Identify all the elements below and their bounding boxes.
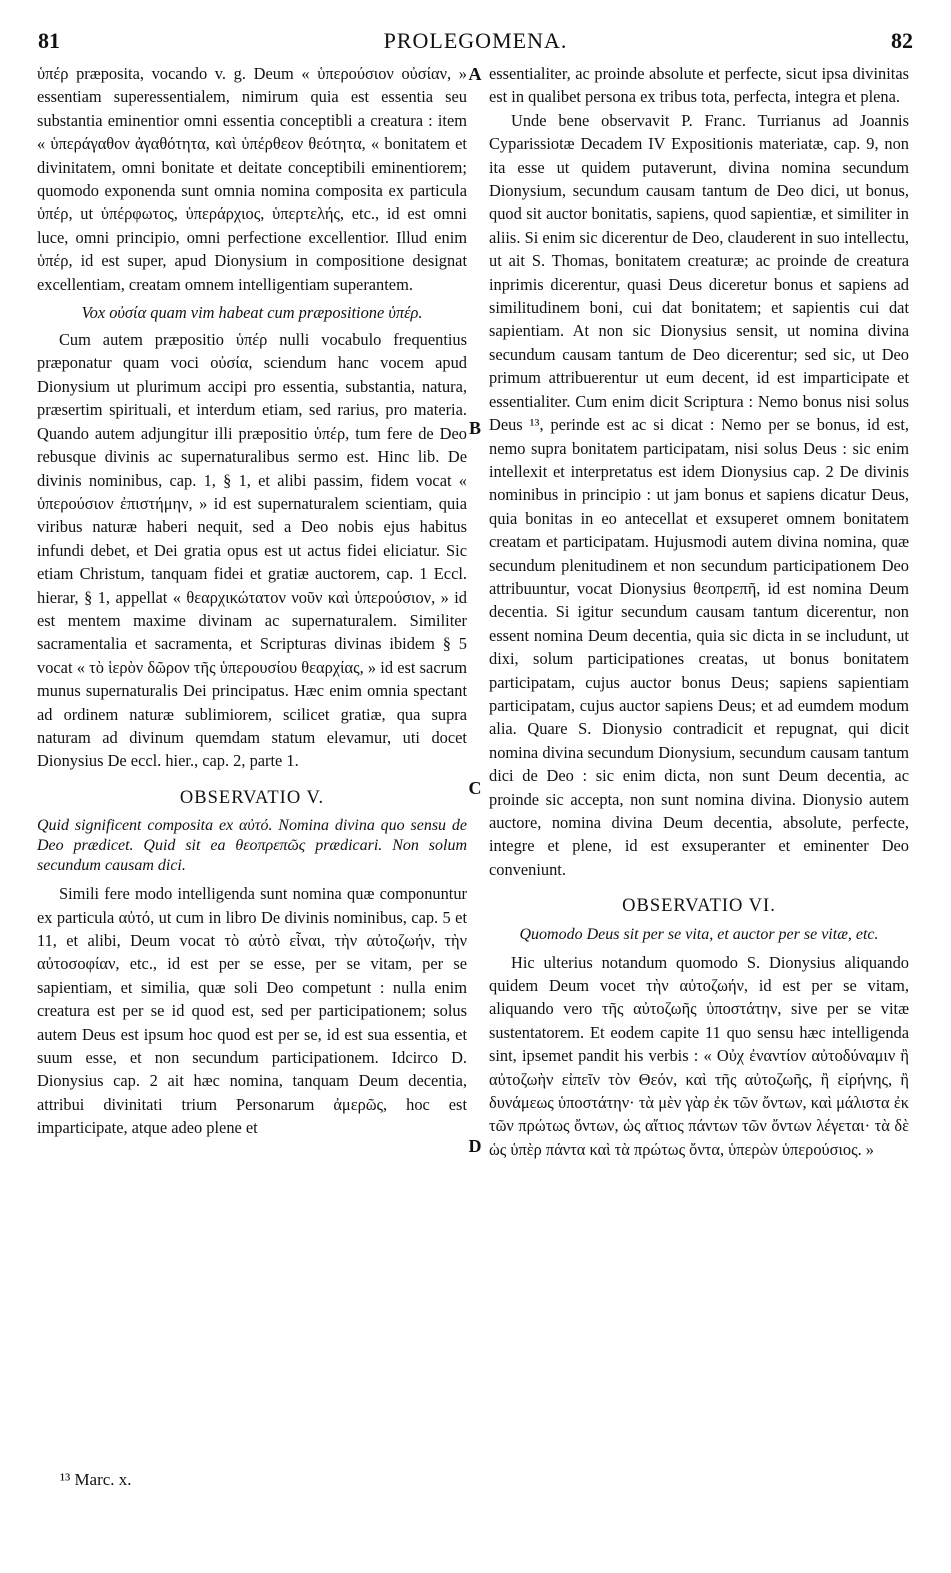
right-paragraph-2: Unde bene observavit P. Franc. Turrianus ad Joannis Cyparissiotæ Decadem IV Expositionis materiatæ, cap. 9, non ita esse ut quidem putaverunt, divina nomina secundum Dionysium, secundum causam tantum de Deo dici, ut bonus, quod sit auctor bonitatis, sapiens, quod sapientiæ, et similiter in aliis. Si enim sic dicerentur de Deo, clauderent in suo intellectu, ut ait S. Thomas, bonitatem creaturæ; ac proinde de creatura inprimis dicerentur, quasi Deus diceretur bonus et sapiens ad similitudinem boni, cui dat bonitatem; et sapientis cui dat sapientiam. At non sic Dionysius sensit, ut nomina divina secundum causam tantum de Deo dicerentur; sed sic, ut Deo primum attribuerentur ut eum decent, id est imparticipate et essentialiter. Cum enim dicit Scriptura : Nemo bonus nisi solus Deus ¹³, perinde est ac si dicat : Nemo per se bonus, id est, nemo supra bonitatem participatam, nisi solus Deus : sic enim intellexit et interpretatus est idem Dionysius cap. 2 De divinis nominibus in principio : ut jam bonus et sapiens dicatur Deus, quia bonitas in eo antecellat et exsuperet omnem bonitatem creatam et participatam. Hujusmodi autem divina nomina, quæ secundum plenitudinem et non secundum participationem Deo attribuuntur, vocat Dionysius θεοπρεπῆ, id est nomina Deum decentia. Si igitur secundum causam tantum dicerentur, non essent nomina Deum decentia, quia sic dicta in se includunt, ut dixi, solum participationes creatas, ut bonus bonitatem participatam, cujus auctor bonus Deus; sapiens sapientiam participatam, cujus auctor sapiens Deus; et ad eumdem modum alia. Quare S. Dionysio contradicit et repugnat, qui dicit nomina divina secundum Dionysium, secundum causam tantum dici de Deo : sic enim dicta, non sunt Deum decentia, ac proinde sic accepta, non sunt nomina divina. Dionysio autem auctore, nomina divina Deum decentia, absolute, perfecte, integre et plene, id est exsuperanter et eminenter Deo conveniunt. [489,110,909,879]
left-column [37,62,467,1140]
left-paragraph-1: ὑπέρ præposita, vocando v. g. Deum « ὑπερούσιον οὐσίαν, » essentiam superessentialem, nimirum quia est essentia seu substantia eminentior omni essentia conceptibli a creatura : item « ὑπεράγαθον ἀγαθότητα, καὶ ὑπέρθεον θεότητα, « bonitatem et divinitatem, omni bonitate et deitate conceptibili eminentiorem; quomodo exponenda sunt omnia nomina composita ex particula ὑπέρ, ut ὑπέρφωτος, ὑπεράρχιος, ὑπερτελής, etc., id est omni luce, omni principio, omni perfectione excellentior. Illud enim ὑπέρ, id est super, apud Dionysium in compositione designat excellentiam, creatam omnem intelligentiam superantem. [37,64,467,294]
footnote: ¹³ Marc. x. [60,1470,132,1489]
margin-letter-d: D [468,1136,482,1156]
left-subheading: Vox οὐσία quam vim habeat cum præpositione ὑπέρ. [81,303,423,323]
margin-letter-a: A [468,64,482,84]
page-header [0,28,951,58]
page-number-right: 82 [891,28,913,53]
margin-letter-c: C [468,778,482,798]
running-title: PROLEGOMENA. [383,28,568,53]
observatio-vi-title: OBSERVATIO VI. [622,896,776,917]
observatio-vi-summary: Quomodo Deus sit per se vita, et auctor per se vitæ, etc. [519,925,879,943]
observatio-v-title: OBSERVATIO V. [179,787,325,808]
right-paragraph-3: Hic ulterius notandum quomodo S. Dionysius aliquando quidem Deum vocet τὴν αὐτοζωήν, id est per se vitam, aliquando vero τῆς αὐτοζωῆς ὑποστάτην, sive per se vitæ sustentatorem. Et eodem capite 11 quo sensu hæc intelligenda sint, ipsemet pandit his verbis : « Οὐχ ἐναντίον αὐτοδύναμιν ἢ αὐτοζωὴν εἰπεῖν τὸν Θεόν, καὶ τῆς αὐτοζωῆς, ἢ εἰρήνης, ἢ δυνάμεως ὑποστάτην· τὰ μὲν γὰρ ἐκ τῶν ὄντων, καὶ μάλιστα ἐκ τῶν πρώτως ὄντων, ὡς αἴτιος πάντων τῶν ὄντων λέγεται· τὰ δὲ ὡς ὑπὲρ πάντα καὶ τὰ πρώτως ὄντα, ὑπερὼν ὑπερούσιος. » [489,952,909,1159]
right-column [489,62,909,1161]
margin-letter-b: B [468,418,481,438]
left-paragraph-2: Cum autem præpositio ὑπέρ nulli vocabulo frequentius præponatur quam voci οὐσία, sciendum hanc vocem apud Dionysium ut plurimum accipi pro essentia, substantia, natura, præsertim spirituali, et interdum etiam, sed rarius, pro materia. Quando autem adjungitur illi præpositio ὑπέρ, tum fere de Deo rebusque divinis ac supernaturalibus sermo est. Hinc lib. De divinis nominibus, cap. 1, § 1, et alibi passim, fidem vocat « ὑπερούσιον ἐπιστήμην, » id est supernaturalem scientiam, quia viribus naturæ haberi nequit, sed a Deo nobis ejus habitus infundi debet, et Dei gratia opus est ut actus fidei eliciatur. Sic etiam Christum, tanquam fidei et gratiæ auctorem, cap. 1 Eccl. hierar, § 1, appellat « θεαρχικώτατον νοῦν καὶ ὑπερούσιον, » id est mentem maxime divinam ac supernaturalem. Similiter sacramentalia et sacramenta, et Scripturas divinas ibidem § 5 vocat « τὸ ἱερὸν δῶρον τῆς ὑπερουσίου θεαρχίας, » id est sacrum munus supernaturalis Dei principatus. Hæc enim omnia spectant ad ordinem naturæ sublimiorem, scilicet gratiæ, qua supra naturam ad divinum quemdam statum elevamur, uti docet Dionysius De eccl. hier., cap. 2, parte 1. [37,330,467,771]
left-paragraph-3: Simili fere modo intelligenda sunt nomina quæ componuntur ex particula αὐτό, ut cum in libro De divinis nominibus, cap. 5 et 11, et alibi, Deum vocat τὸ αὐτὸ εἶναι, τὴν αὐτοζωήν, τὴν αὐτοσοφίαν, etc., id est per se esse, per se vitam, per se sapientiam, et similia, quæ soli Deo competunt : nulla enim creatura est per se id quod est, sed per participationem; solus autem Deus est ipsum hoc quod est per se, id est sua essentia, et suum esse, et non secundum participationem. Idcirco D. Dionysius cap. 2 ait hæc nomina, tanquam Deum decentia, attribui divinitati trium Personarum ἀμερῶς, hoc est imparticipate, atque adeo plene et [37,884,467,1138]
observatio-v-summary: Quid significent composita ex αὐτό. Nomina divina quo sensu de Deo prædicet. Quid sit ea θεοπρεπῶς prædicari. Non solum secundum causam dici. [37,817,467,875]
right-paragraph-1: essentialiter, ac proinde absolute et perfecte, sicut ipsa divinitas est in qualibet persona ex tribus tota, perfecta, integra et plena. [489,64,909,107]
page-number-left: 81 [38,28,60,53]
